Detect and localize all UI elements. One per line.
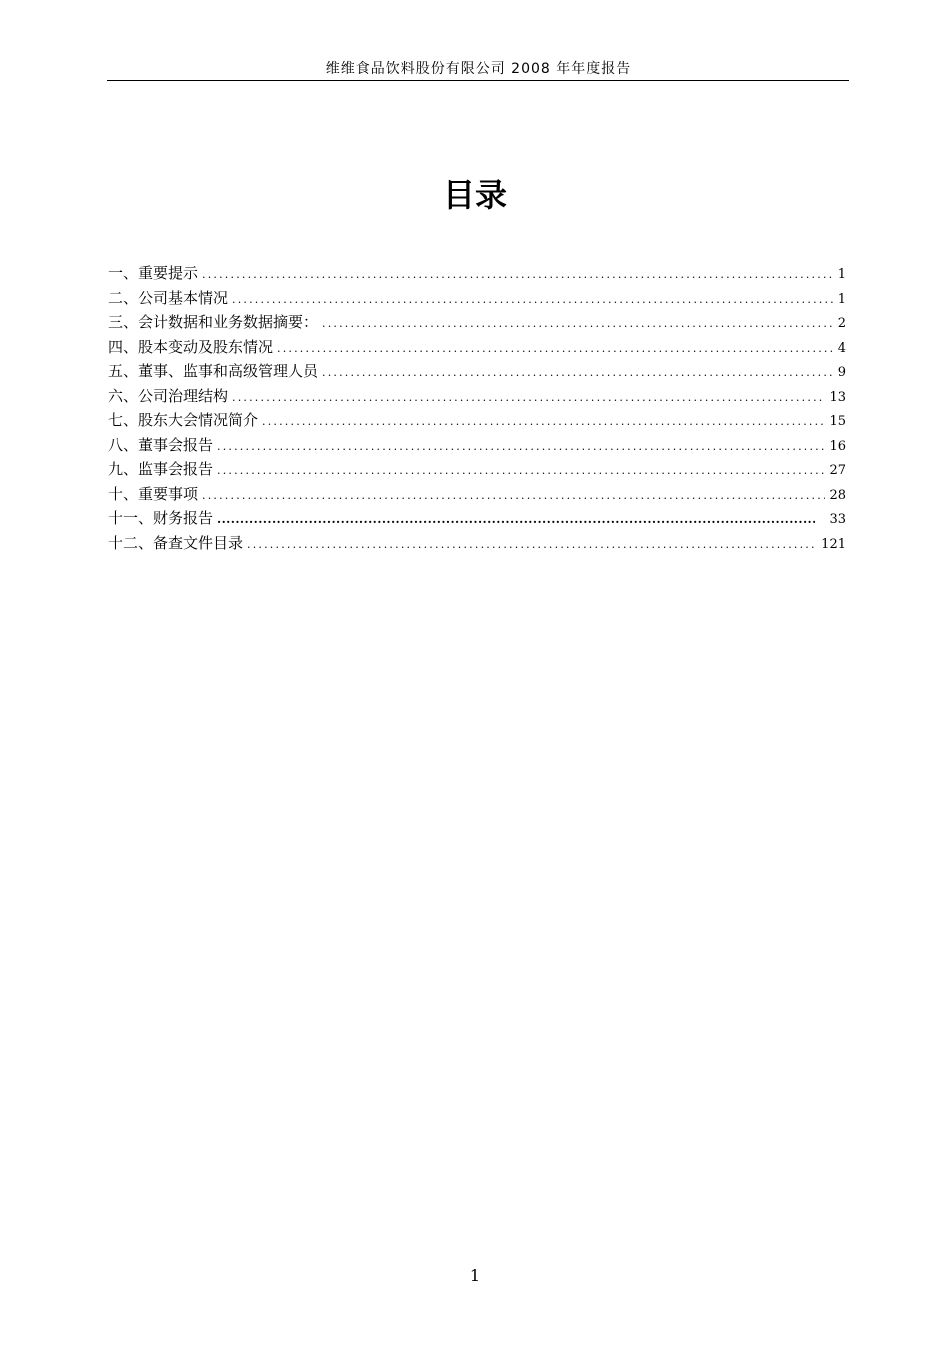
toc-dot-leader (202, 263, 834, 288)
toc-entry-page: 27 (829, 463, 846, 478)
toc-dot-leader (247, 533, 817, 558)
toc-entry-label: 十一、财务报告 (108, 509, 214, 527)
toc-entry-label: 七、股东大会情况简介 (108, 411, 259, 429)
toc-dot-leader (217, 507, 815, 532)
toc-entry-label: 一、重要提示 (108, 264, 199, 282)
toc-entry-label: 八、董事会报告 (108, 435, 214, 454)
toc-dot-leader (232, 288, 834, 313)
toc-dot-leader (322, 361, 834, 386)
toc-entry-label: 三、会计数据和业务数据摘要： (108, 313, 319, 331)
toc-entry-supervisory-report[interactable] (108, 457, 846, 482)
toc-entry-page: 1 (837, 267, 846, 282)
toc-entry-important-notice[interactable] (108, 261, 846, 286)
toc-entry-page: 13 (829, 389, 846, 405)
header-rule (107, 80, 849, 81)
toc-entry-data-summary[interactable] (108, 310, 846, 335)
toc-entry-reference-documents[interactable] (108, 531, 846, 556)
running-header: 维维食品饮料股份有限公司 2008 年年度报告 (325, 61, 632, 77)
toc-entry-shareholder-meetings[interactable] (108, 408, 846, 433)
toc-entry-page: 28 (829, 487, 846, 503)
table-of-contents (108, 261, 846, 555)
toc-entry-board-report[interactable] (108, 433, 846, 458)
toc-dot-leader (232, 386, 825, 411)
toc-dot-leader (217, 435, 825, 460)
toc-dot-leader (277, 337, 834, 362)
toc-entry-governance[interactable] (108, 384, 846, 409)
toc-entry-label: 六、公司治理结构 (108, 386, 229, 405)
toc-entry-page: 1 (837, 291, 846, 307)
toc-entry-label: 四、股本变动及股东情况 (108, 337, 274, 356)
toc-entry-page: 16 (829, 438, 846, 454)
toc-entry-page: 121 (821, 536, 846, 552)
toc-entry-company-profile[interactable] (108, 286, 846, 311)
toc-dot-leader (217, 459, 825, 484)
toc-entry-page: 33 (829, 512, 846, 527)
toc-entry-page: 2 (837, 316, 846, 331)
toc-entry-page: 15 (829, 414, 846, 429)
page-title: 目录 (442, 176, 507, 214)
toc-entry-directors[interactable] (108, 359, 846, 384)
toc-entry-label: 二、公司基本情况 (108, 288, 229, 307)
toc-dot-leader (202, 484, 825, 509)
toc-entry-label: 十、重要事项 (108, 484, 199, 503)
toc-entry-significant-events[interactable] (108, 482, 846, 507)
page-number: 1 (469, 1266, 481, 1285)
toc-entry-page: 9 (837, 365, 846, 380)
toc-dot-leader (322, 312, 834, 337)
toc-entry-label: 五、董事、监事和高级管理人员 (108, 362, 319, 380)
toc-entry-label: 十二、备查文件目录 (108, 533, 244, 552)
toc-dot-leader (262, 410, 825, 435)
toc-entry-share-capital[interactable] (108, 335, 846, 360)
toc-entry-page: 4 (837, 340, 846, 356)
toc-entry-label: 九、监事会报告 (108, 460, 214, 478)
toc-entry-financial-report[interactable] (108, 506, 846, 531)
